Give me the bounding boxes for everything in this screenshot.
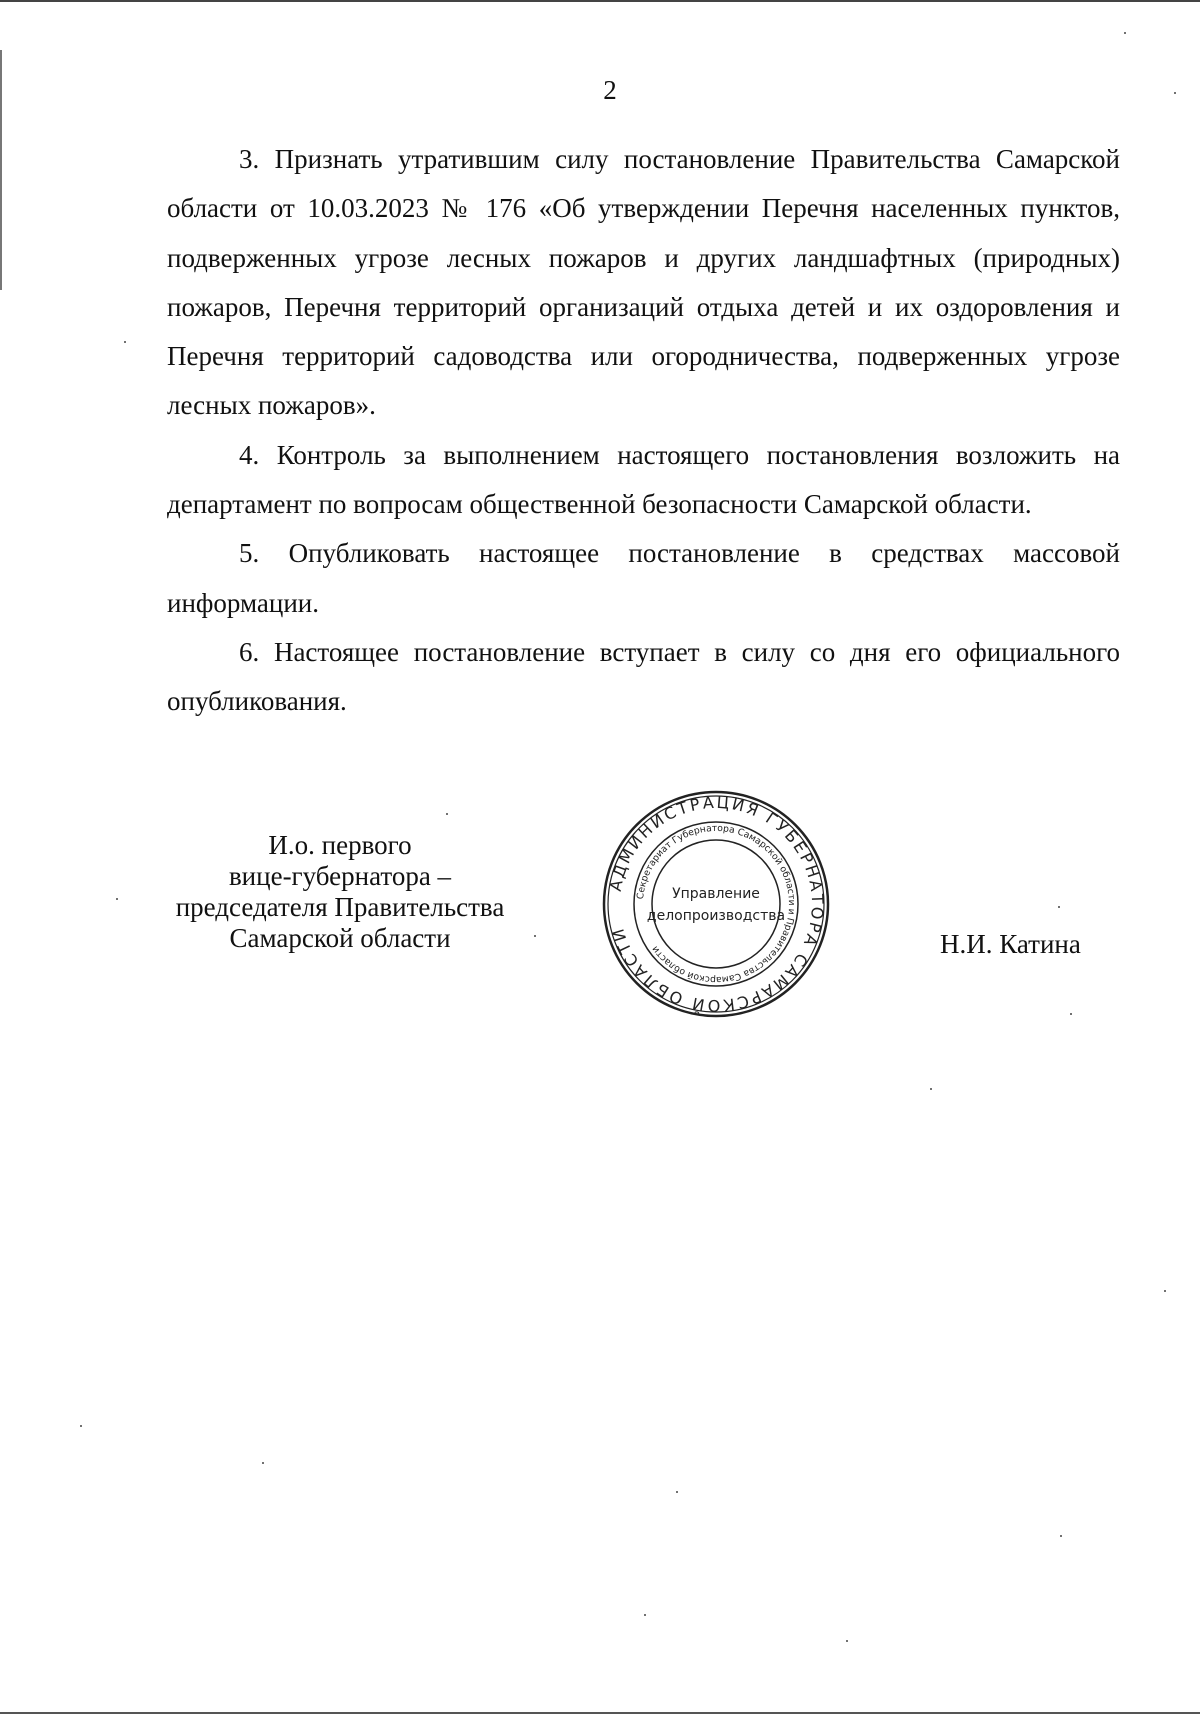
document-body [167, 135, 1120, 727]
scan-edge-top [0, 0, 1200, 2]
stamp-center-line-1: Управление [672, 886, 760, 902]
official-stamp [600, 788, 832, 1020]
stamp-inner-text: Секретариат Губернатора Самарской области и Правительства Самарской области [635, 822, 798, 986]
scan-speck [1070, 1013, 1072, 1015]
position-line: Самарской области [229, 923, 451, 953]
scan-speck [644, 1614, 646, 1616]
stamp-middle-ring [634, 822, 798, 986]
scan-speck [446, 813, 448, 815]
page-number: 2 [603, 75, 617, 105]
stamp-inner-ring [652, 840, 780, 968]
scan-speck [262, 1462, 264, 1464]
scan-speck [116, 898, 118, 900]
paragraph-5: 5. Опубликовать настоящее постановление в средствах массовой информации. [167, 538, 1120, 618]
stamp-outer-text: АДМИНИСТРАЦИЯ ГУБЕРНАТОРА САМАРСКОЙ ОБЛАСТИ [605, 792, 828, 1016]
stamp-center-line-2: делопроизводства [646, 908, 786, 924]
position-line: И.о. первого [268, 830, 412, 860]
scan-speck [1060, 1535, 1062, 1537]
scan-speck [1164, 1290, 1166, 1292]
position-line: председателя Правительства [175, 892, 505, 922]
scan-speck [846, 1640, 848, 1642]
scan-speck [80, 1425, 82, 1427]
position-line: вице-губернатора – [228, 861, 452, 891]
scan-speck [534, 935, 536, 937]
signatory-name: Н.И. Катина [940, 929, 1081, 959]
paragraph-6: 6. Настоящее постановление вступает в силу со дня его официального опубликования. [167, 636, 1120, 717]
scan-speck [930, 1088, 932, 1090]
signatory-position [160, 830, 520, 954]
scan-speck [1058, 906, 1060, 908]
scan-speck [676, 1491, 678, 1493]
scan-speck [1124, 32, 1126, 34]
scan-speck [124, 341, 126, 343]
scan-edge-bottom [0, 1712, 1200, 1714]
scan-speck [1174, 92, 1176, 94]
paragraph-4: 4. Контроль за выполнением настоящего постановления возложить на департамент по вопросам общественной безопасности Самарской области. [167, 439, 1120, 520]
scan-edge-left [0, 50, 2, 290]
paragraph-3: 3. Признать утратившим силу постановление Правительства Самарской области от 10.03.2023 № 176 «Об утверждении Перечня населенных пунктов, подверженных угрозе лесных пожаров и других ландшафтных (природных) пожаров, Перечня территорий организаций отдыха детей и их оздоровления и Перечня территорий садоводства или огородничества, подверженных угрозе лесных пожаров». [167, 144, 1120, 421]
